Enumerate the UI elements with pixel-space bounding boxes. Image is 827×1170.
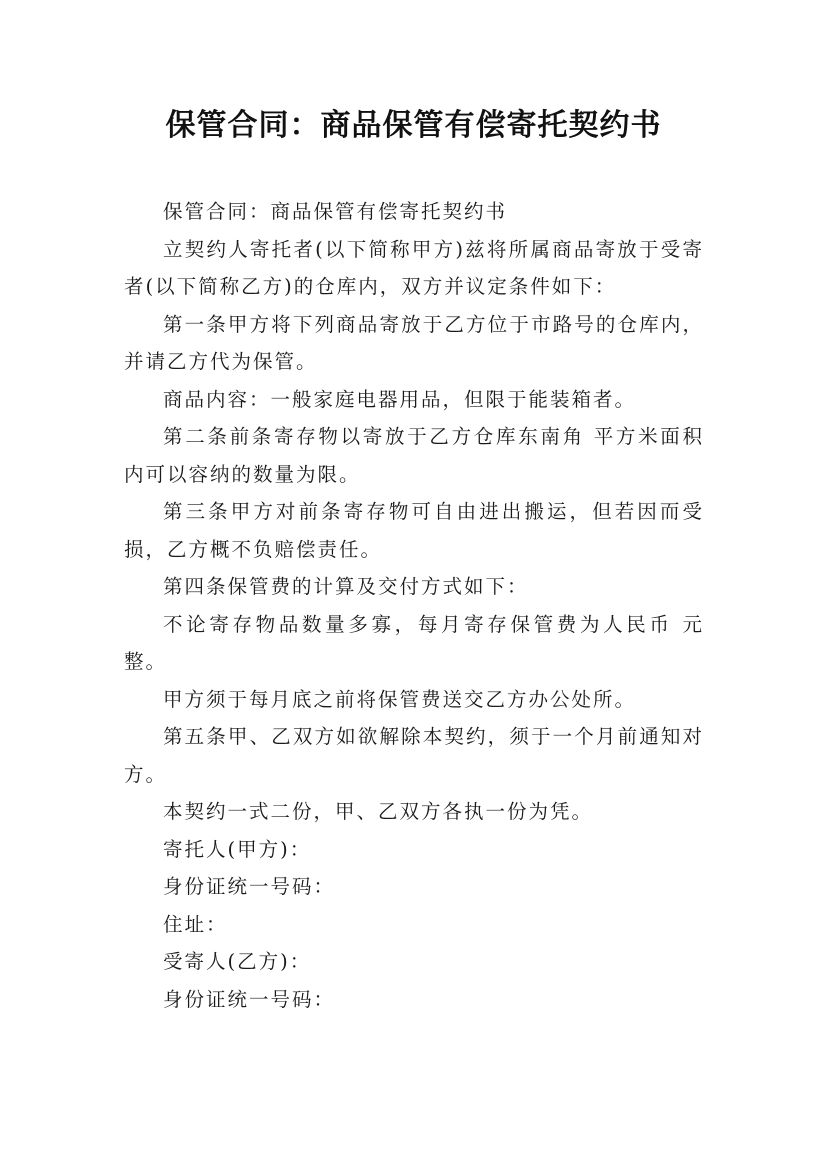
paragraph-article-5: 第五条甲、乙双方如欲解除本契约，须于一个月前通知对方。 [124,725,704,786]
paragraph-goods-content: 商品内容：一般家庭电器用品，但限于能装箱者。 [163,387,637,411]
field-custodian-id: 身份证统一号码： [163,987,336,1011]
paragraph-heading-repeat: 保管合同：商品保管有偿寄托契约书 [163,200,508,223]
field-depositor-id: 身份证统一号码： [163,875,336,898]
paragraph-article-1: 第一条甲方将下列商品寄放于乙方位于市路号的仓库内，并请乙方代为保管。 [124,312,704,373]
paragraph-article-3: 第三条甲方对前条寄存物可自由进出搬运，但若因而受损，乙方概不负赔偿责任。 [124,500,704,561]
paragraph-preamble: 立契约人寄托者(以下简称甲方)兹将所属商品寄放于受寄者(以下简称乙方)的仓库内，双方并议定条件如下： [124,237,704,298]
document-body [124,193,704,1018]
field-custodian: 受寄人(乙方)： [163,950,312,973]
document-title: 保管合同：商品保管有偿寄托契约书 [165,108,662,143]
paragraph-article-2: 第二条前条寄存物以寄放于乙方仓库东南角 平方米面积内可以容纳的数量为限。 [124,425,704,486]
paragraph-copies: 本契约一式二份，甲、乙双方各执一份为凭。 [163,800,594,823]
paragraph-fee-amount: 不论寄存物品数量多寡，每月寄存保管费为人民币 元整。 [124,612,704,673]
paragraph-fee-payment: 甲方须于每月底之前将保管费送交乙方办公处所。 [163,687,637,711]
paragraph-article-4: 第四条保管费的计算及交付方式如下： [163,575,529,598]
field-depositor: 寄托人(甲方)： [163,837,312,861]
field-address: 住址： [163,912,228,936]
